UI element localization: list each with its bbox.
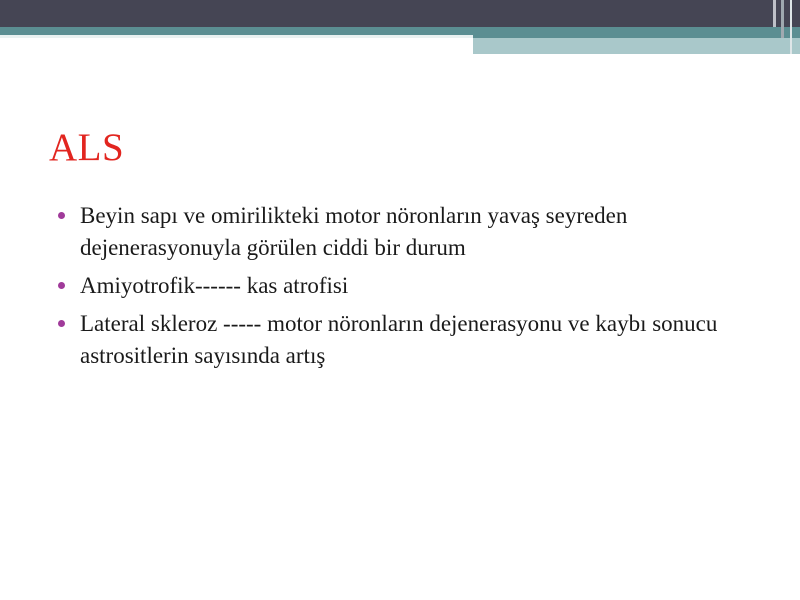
header-band-highlight (0, 35, 473, 38)
header-corner-edge (773, 0, 776, 27)
header-corner-edge (790, 0, 792, 54)
bullet-dot-icon (58, 320, 65, 327)
bullet-list (58, 200, 778, 378)
bullet-text: Amiyotrofik------ kas atrofisi (80, 273, 349, 298)
bullet-item (58, 200, 778, 264)
bullet-text: Lateral skleroz ----- motor nöronların dejenerasyonu ve kaybı sonucu astrositlerin sayısında artış (80, 311, 718, 368)
header-band-light (473, 38, 800, 54)
header-band-dark (0, 0, 800, 27)
bullet-dot-icon (58, 282, 65, 289)
bullet-text: Beyin sapı ve omirilikteki motor nöronların yavaş seyreden dejenerasyonuyla görülen ciddi bir durum (80, 203, 628, 260)
bullet-dot-icon (58, 212, 65, 219)
bullet-item (58, 308, 778, 372)
header-corner-edge (781, 0, 784, 38)
slide-title: ALS (49, 126, 125, 169)
bullet-item (58, 270, 778, 302)
